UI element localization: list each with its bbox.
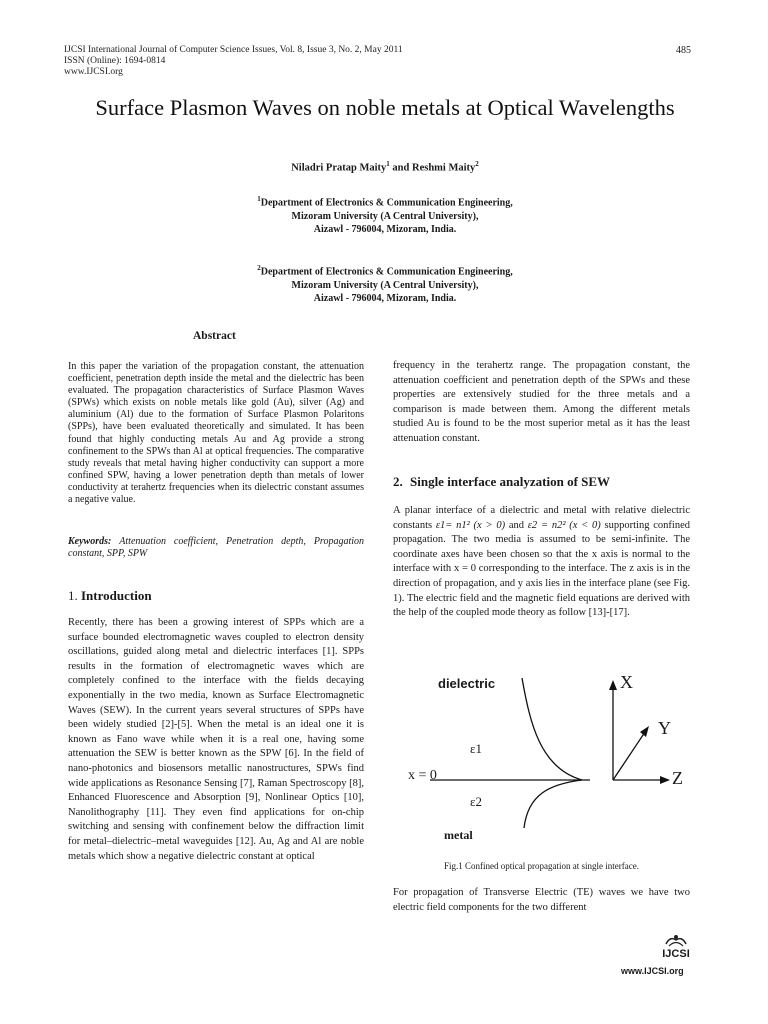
section-2-text	[393, 504, 690, 621]
section-2-p1: A planar interface of a dielectric and metal with relative dielectric constants	[393, 505, 690, 531]
dielectric-decay-curve	[522, 678, 582, 780]
figure-1-diagram	[400, 668, 700, 850]
footer-logo-text: IJCSI	[662, 948, 690, 960]
label-eps2: ε2	[470, 794, 482, 809]
affil-2-dept: Department of Electronics & Communication Engineering,	[260, 266, 513, 278]
authors-and: and	[389, 162, 412, 174]
paper-title: Surface Plasmon Waves on noble metals at Optical Wavelengths	[95, 95, 675, 120]
label-x0: x = 0	[408, 768, 437, 783]
keywords-label: Keywords:	[68, 536, 112, 547]
journal-header	[64, 45, 403, 78]
eq-eps2: ε2 = n2² (x < 0)	[527, 519, 601, 531]
eq-and: and	[505, 519, 528, 531]
authors	[60, 160, 710, 174]
label-axis-y: Y	[658, 718, 671, 738]
section-2-title: Single interface analyzation of SEW	[410, 474, 611, 489]
y-axis-arrow	[640, 726, 649, 737]
affil-1-dept: Department of Electronics & Communication Engineering,	[260, 197, 513, 209]
affil-1-univ: Mizoram University (A Central University),	[291, 210, 479, 222]
author-1-sup: 1	[386, 160, 390, 168]
section-2-heading	[393, 474, 610, 490]
figure-1-caption: Fig.1 Confined optical propagation at single interface.	[444, 861, 639, 871]
right-col-continuation: frequency in the terahertz range. The propagation constant, the attenuation coefficient and penetration depth of the SPWs and these properties are extensively studied for the three metals and a comparison is made between them. Among the different metals studied Au is found to be the most superior metal as it has the least attenuation constant.	[393, 360, 690, 444]
z-axis-arrow	[660, 776, 670, 784]
intro-title: Introduction	[81, 588, 152, 603]
affiliation-1	[60, 193, 710, 237]
figure-1	[400, 668, 700, 850]
metal-decay-curve	[524, 780, 582, 828]
label-metal: metal	[444, 828, 473, 842]
x-axis-arrow	[609, 680, 617, 690]
journal-url: www.IJCSI.org	[64, 67, 123, 77]
affil-2-sup: 2	[257, 264, 261, 272]
journal-name: IJCSI International Journal of Computer Science Issues, Vol. 8, Issue 3, No. 2, May 2011	[64, 45, 403, 55]
author-2: Reshmi Maity	[411, 162, 476, 174]
label-axis-x: X	[620, 672, 633, 692]
affil-1-sup: 1	[257, 195, 261, 203]
affiliation-2	[60, 262, 710, 306]
issn: ISSN (Online): 1694-0814	[64, 56, 166, 66]
keywords	[68, 536, 364, 560]
affil-2-place: Aizawl - 796004, Mizoram, India.	[313, 293, 457, 305]
section-2-number: 2.	[393, 474, 403, 489]
keywords-list: Attenuation coefficient, Penetration depth, Propagation constant, SPP, SPW	[68, 536, 365, 560]
author-2-sup: 2	[475, 160, 479, 168]
label-axis-z: Z	[672, 768, 683, 788]
eq-eps1: ε1= n1² (x > 0)	[435, 519, 506, 531]
intro-text: Recently, there has been a growing interest of SPPs which are a surface bounded electromagnetic waves coupled to electron density oscillations, guided along metal and dielectric interfaces [1]. SPPs results in the formation of electromagnetic waves which are completely confined to the interface with the fields decaying exponentially in the two media, known as Surface Electromagnetic Waves (SEW). In the current years several structures of SPPs have been widely studied [2]-[5]. When the metal is an ideal one it is known as Fano wave while when it is a real one, having some attenuation the SEW is better known as the SPW [6]. In the field of nano-photonics and biosensors metallic nanostructures, SPWs find wide applications as Resonance Sensing [7], Raman Spectroscopy [8], Enhanced Fluorescence and Absorption [9], Nonlinear Optics [10], Nanolithography [11]. They even find applications for on-chip switching and sensing with confinement below the diffraction limit for metal–dielectric–metal waveguides [12]. Au, Ag and Al are noble metals which show a negative dielectric constant at optical	[68, 617, 364, 862]
section-2-p2: supporting confined propagation. The two media is assumed to be semi-infinite. The coordinate axes have been chosen so that the x axis is normal to the interface with x = 0 corresponding to the interface. The z axis is in the direction of propagation, and y axis lies in the interface plane (see Fig. 1). The electric field and the magnetic field equations are derived with the help of the coupled mode theory as follow [13]-[17].	[393, 519, 690, 619]
label-eps1: ε1	[470, 741, 482, 756]
author-1: Niladri Pratap Maity	[291, 162, 387, 174]
affil-2-univ: Mizoram University (A Central University),	[291, 279, 479, 291]
label-dielectric: dielectric	[438, 676, 496, 691]
intro-heading	[68, 588, 152, 604]
page-number: 485	[676, 45, 691, 56]
abstract-heading: Abstract	[193, 330, 236, 342]
abstract-text: In this paper the variation of the propagation constant, the attenuation coefficient, penetration depth inside the metal and the dielectric has been evaluated. The propagation characteristics of Surface Plasmon Waves (SPWs) which exists on noble metals like gold (Au), silver (Ag) and aluminium (Al) due to the formation of Surface Plasmon Polaritons (SPPs), have been evaluated theoretically and simulated. It has been found that highly conducting metals Au and Ag provide a strong confinement to the SPWs than Al at optical frequencies. The comparative study reveals that metal having higher conductivity can support a more confined SPW, having a lower penetration depth than metals of lower conductivity at terahertz frequencies when its dielectric constant assumes a negative value.	[68, 361, 364, 506]
footer-url: www.IJCSI.org	[621, 966, 684, 976]
right-col-final-paragraph: For propagation of Transverse Electric (TE) waves we have two electric field components for the two different	[393, 887, 690, 913]
affil-1-place: Aizawl - 796004, Mizoram, India.	[313, 224, 457, 236]
y-axis	[613, 732, 645, 780]
intro-number: 1.	[68, 588, 78, 603]
